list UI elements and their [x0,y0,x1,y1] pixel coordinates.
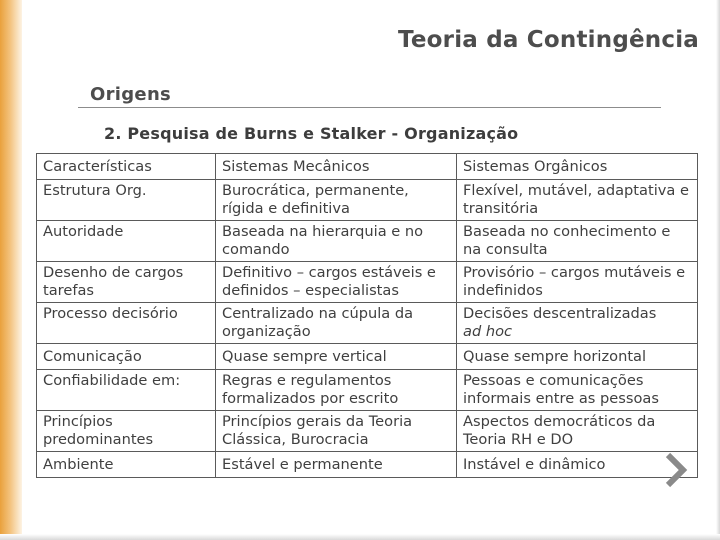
header-cell: Sistemas Orgânicos [457,154,698,180]
table-cell: Centralizado na cúpula da organização [216,303,457,344]
cell-text: Decisões descentralizadas [463,305,657,322]
table-row [37,180,698,221]
table-cell: Princípios predominantes [37,411,216,452]
table-cell: Ambiente [37,452,216,478]
slide-title: Teoria da Contingência [398,27,699,53]
header-cell: Características [37,154,216,180]
table-cell: Flexível, mutável, adaptativa e transitória [457,180,698,221]
bottom-edge-shadow [0,534,720,540]
table-cell: Princípios gerais da Teoria Clássica, Burocracia [216,411,457,452]
table-row [37,303,698,344]
table-cell: Aspectos democráticos da Teoria RH e DO [457,411,698,452]
table-cell: Pessoas e comunicações informais entre as pessoas [457,370,698,411]
table-cell: Baseada na hierarquia e no comando [216,221,457,262]
section-subtitle: Origens [90,84,172,105]
table-cell: Processo decisório [37,303,216,344]
table-row [37,221,698,262]
right-edge-shadow [716,0,720,540]
table-header-row [37,154,698,180]
table-cell: Regras e regulamentos formalizados por escrito [216,370,457,411]
table-cell: Provisório – cargos mutáveis e indefinidos [457,262,698,303]
table-row [37,452,698,478]
table-cell: Baseada no conhecimento e na consulta [457,221,698,262]
table-cell: Instável e dinâmico [457,452,698,478]
table-cell: Estável e permanente [216,452,457,478]
table-cell: Autoridade [37,221,216,262]
table-row [37,370,698,411]
cell-italic-text: ad hoc [463,323,513,340]
table-cell: Quase sempre vertical [216,344,457,370]
table-row [37,344,698,370]
comparison-table [36,153,698,478]
header-cell: Sistemas Mecânicos [216,154,457,180]
table-cell [457,303,698,344]
table-row [37,411,698,452]
chevron-right-icon[interactable] [660,452,690,488]
divider-line [78,107,661,108]
table-cell: Quase sempre horizontal [457,344,698,370]
table-cell: Burocrática, permanente, rígida e definitiva [216,180,457,221]
left-decorative-bar [0,0,22,540]
table-cell: Confiabilidade em: [37,370,216,411]
table-cell: Estrutura Org. [37,180,216,221]
table-cell: Desenho de cargos tarefas [37,262,216,303]
table-cell: Comunicação [37,344,216,370]
table-heading: 2. Pesquisa de Burns e Stalker - Organização [104,124,519,143]
table-cell: Definitivo – cargos estáveis e definidos – especialistas [216,262,457,303]
table-row [37,262,698,303]
